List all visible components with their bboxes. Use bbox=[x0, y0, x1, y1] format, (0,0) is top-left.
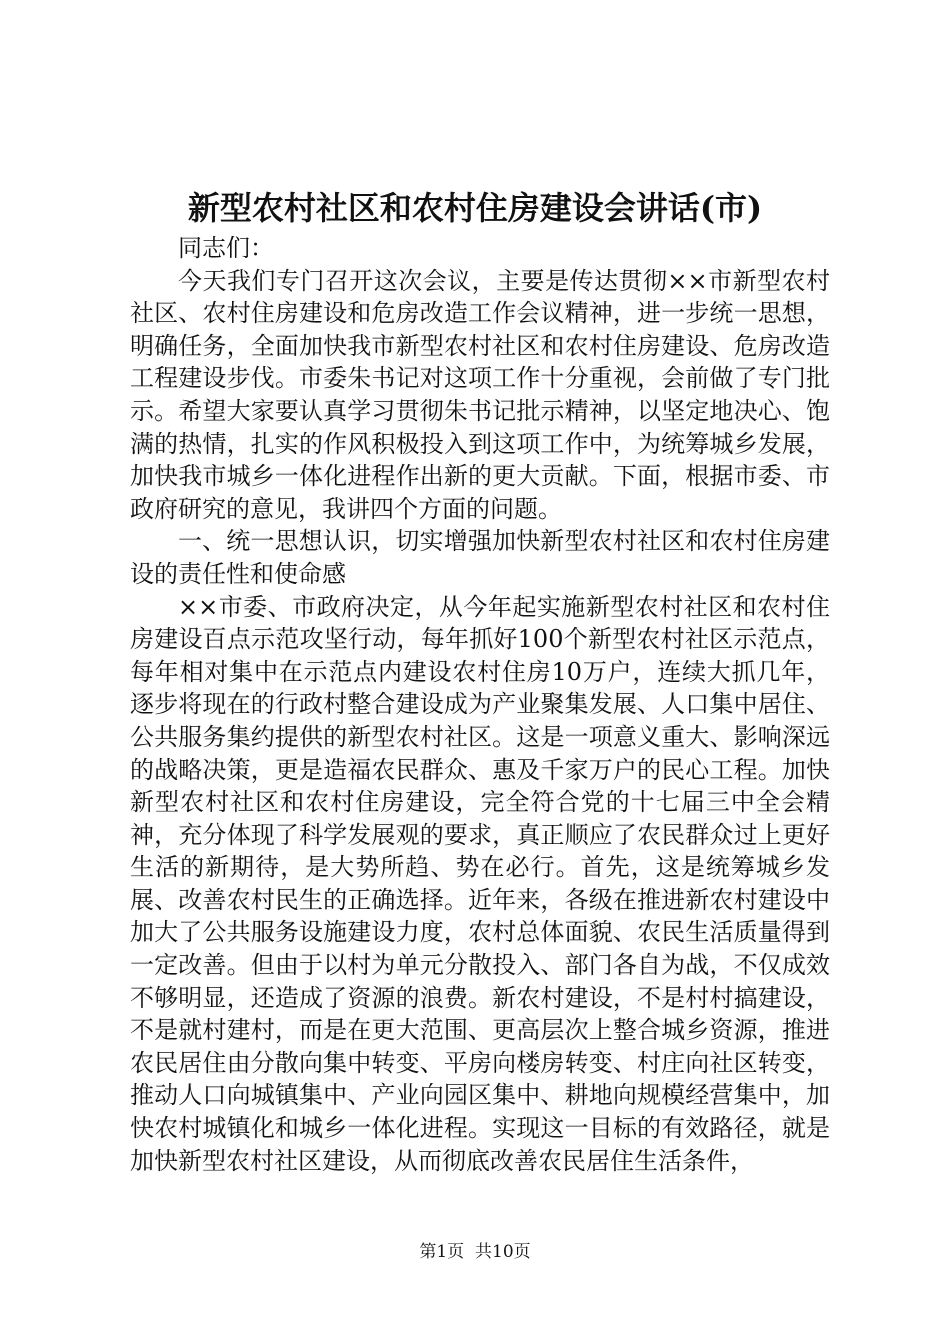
salutation-paragraph: 同志们： bbox=[178, 234, 274, 262]
intro-paragraph: 今天我们专门召开这次会议，主要是传达贯彻××市新型农村社区、农村住房建设和危房改造工作会议精神，进一步统一思想，明确任务，全面加快我市新型农村社区和农村住房建设、危房改造工程建设步伐。市委朱书记对这项工作十分重视，会前做了专门批示。希望大家要认真学习贯彻朱书记批示精神，以坚定地决心、饱满的热情，扎实的作风积极投入到这项工作中，为统筹城乡发展，加快我市城乡一体化进程作出新的更大贡献。下面，根据市委、市政府研究的意见，我讲四个方面的问题。 bbox=[130, 266, 830, 523]
page-footer bbox=[0, 1240, 950, 1264]
body-paragraph: ××市委、市政府决定，从今年起实施新型农村社区和农村住房建设百点示范攻坚行动，每年抓好100个新型农村社区示范点，每年相对集中在示范点内建设农村住房10万户，连续大抓几年，逐步将现在的行政村整合建设成为产业聚集发展、人口集中居住、公共服务集约提供的新型农村社区。这是一项意义重大、影响深远的战略决策，更是造福农民群众、惠及千家万户的民心工程。加快新型农村社区和农村住房建设，完全符合党的十七届三中全会精神，充分体现了科学发展观的要求，真正顺应了农民群众过上更好生活的新期待，是大势所趋、势在必行。首先，这是统筹城乡发展、改善农村民生的正确选择。近年来，各级在推进新农村建设中加大了公共服务设施建设力度，农村总体面貌、农民生活质量得到一定改善。但由于以村为单元分散投入、部门各自为战，不仅成效不够明显，还造成了资源的浪费。新农村建设，不是村村搞建设，不是就村建村，而是在更大范围、更高层次上整合城乡资源，推进农民居住由分散向集中转变、平房向楼房转变、村庄向社区转变，推动人口向城镇集中、产业向园区集中、耕地向规模经营集中，加快农村城镇化和城乡一体化进程。实现这一目标的有效路径，就是加快新型农村社区建设，从而彻底改善农民居住生活条件， bbox=[130, 592, 830, 1175]
section-heading: 一、统一思想认识，切实增强加快新型农村社区和农村住房建设的责任性和使命感 bbox=[130, 527, 830, 588]
document-body bbox=[130, 232, 830, 1177]
page-total: 共10页 bbox=[475, 1242, 531, 1262]
page-number: 第1页 bbox=[419, 1242, 465, 1262]
document-title: 新型农村社区和农村住房建设会讲话(市) bbox=[187, 189, 763, 227]
